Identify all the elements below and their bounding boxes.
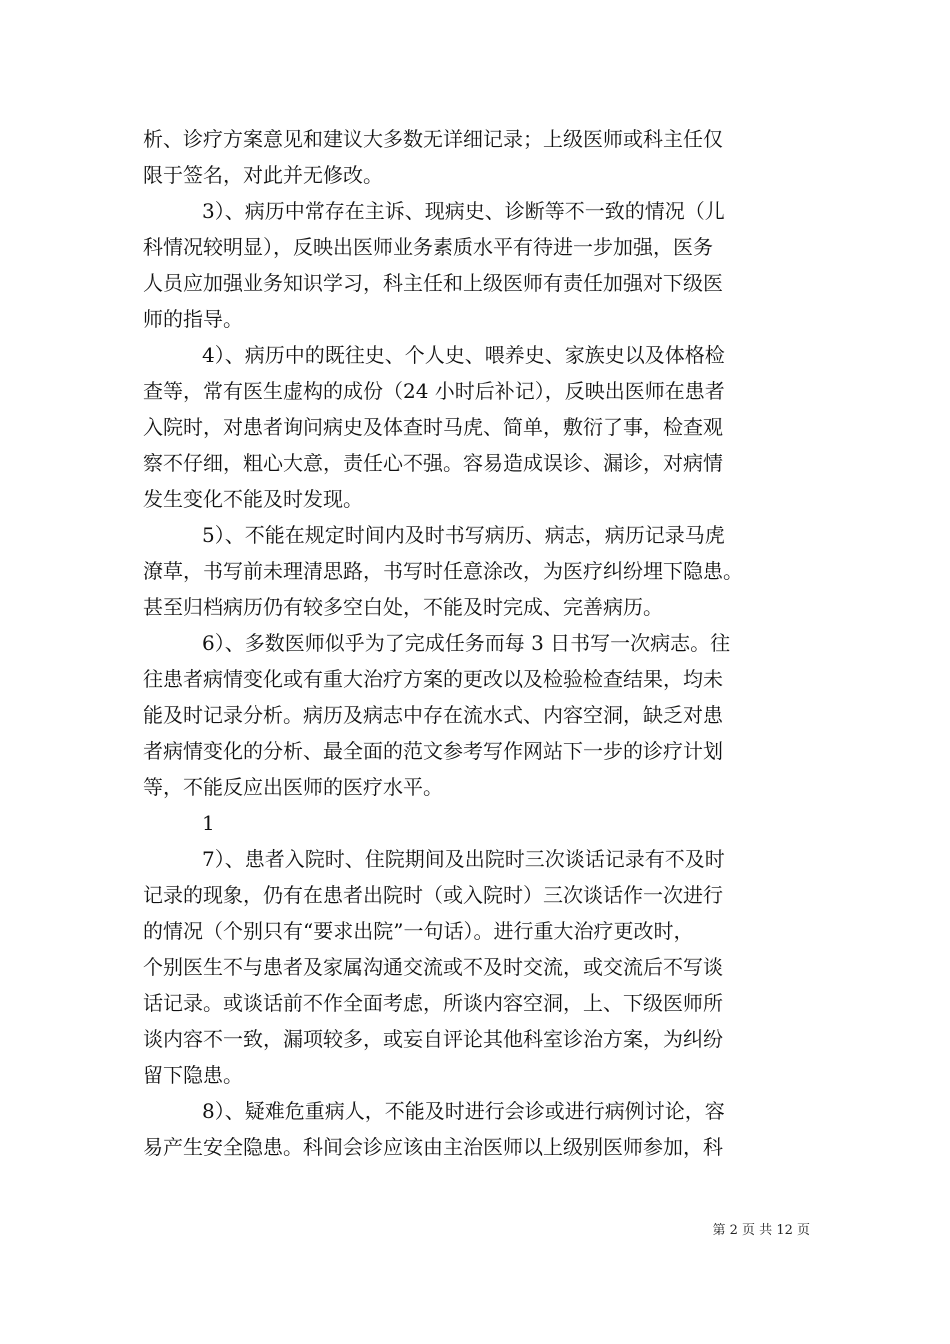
- text-line: 察不仔细，粗心大意，责任心不强。容易造成误诊、漏诊，对病情: [143, 451, 723, 475]
- text-line: 等，不能反应出医师的医疗水平。: [143, 775, 443, 799]
- paragraph-start-line: 6）、多数医师似乎为了完成任务而每 3 日书写一次病志。往: [202, 631, 731, 655]
- paragraph-start-line: 7）、患者入院时、住院期间及出院时三次谈话记录有不及时: [202, 847, 725, 871]
- text-line: 人员应加强业务知识学习，科主任和上级医师有责任加强对下级医: [143, 271, 723, 295]
- text-line: 的情况（个别只有“要求出院”一句话）。进行重大治疗更改时，: [143, 919, 694, 943]
- text-line: 留下隐患。: [143, 1063, 243, 1087]
- text-line: 潦草，书写前未理清思路，书写时任意涂改，为医疗纠纷埋下隐患。: [143, 559, 743, 583]
- text-line: 限于签名，对此并无修改。: [143, 163, 383, 187]
- document-body: [143, 121, 808, 1165]
- paragraph-start-line: 3）、病历中常存在主诉、现病史、诊断等不一致的情况（儿: [202, 199, 725, 223]
- paragraph-start-line: 5）、不能在规定时间内及时书写病历、病志，病历记录马虎: [202, 523, 725, 547]
- text-line: 甚至归档病历仍有较多空白处，不能及时完成、完善病历。: [143, 595, 663, 619]
- inline-page-number: 1: [202, 811, 215, 835]
- text-line: 科情况较明显），反映出医师业务素质水平有待进一步加强，医务: [143, 235, 713, 259]
- text-line: 师的指导。: [143, 307, 243, 331]
- paragraph-start-line: 8）、疑难危重病人，不能及时进行会诊或进行病例讨论，容: [202, 1099, 725, 1123]
- text-line: 者病情变化的分析、最全面的范文参考写作网站下一步的诊疗计划: [143, 739, 723, 763]
- text-line: 往患者病情变化或有重大治疗方案的更改以及检验检查结果，均未: [143, 667, 723, 691]
- text-line: 话记录。或谈话前不作全面考虑，所谈内容空洞，上、下级医师所: [143, 991, 723, 1015]
- text-line: 发生变化不能及时发现。: [143, 487, 363, 511]
- paragraph-start-line: 4）、病历中的既往史、个人史、喂养史、家族史以及体格检: [202, 343, 725, 367]
- text-line: 入院时，对患者询问病史及体查时马虎、简单，敷衍了事，检查观: [143, 415, 723, 439]
- text-line: 谈内容不一致，漏项较多，或妄自评论其他科室诊治方案，为纠纷: [143, 1027, 723, 1051]
- text-line: 析、诊疗方案意见和建议大多数无详细记录；上级医师或科主任仅: [143, 127, 723, 151]
- text-line: 记录的现象，仍有在患者出院时（或入院时）三次谈话作一次进行: [143, 883, 723, 907]
- text-line: 查等，常有医生虚构的成份（24 小时后补记），反映出医师在患者: [143, 379, 725, 403]
- text-line: 个别医生不与患者及家属沟通交流或不及时交流，或交流后不写谈: [143, 955, 723, 979]
- page-footer: 第 2 页 共 12 页: [712, 1223, 810, 1238]
- text-line: 能及时记录分析。病历及病志中存在流水式、内容空洞，缺乏对患: [143, 703, 723, 727]
- text-line: 易产生安全隐患。科间会诊应该由主治医师以上级别医师参加，科: [143, 1135, 723, 1159]
